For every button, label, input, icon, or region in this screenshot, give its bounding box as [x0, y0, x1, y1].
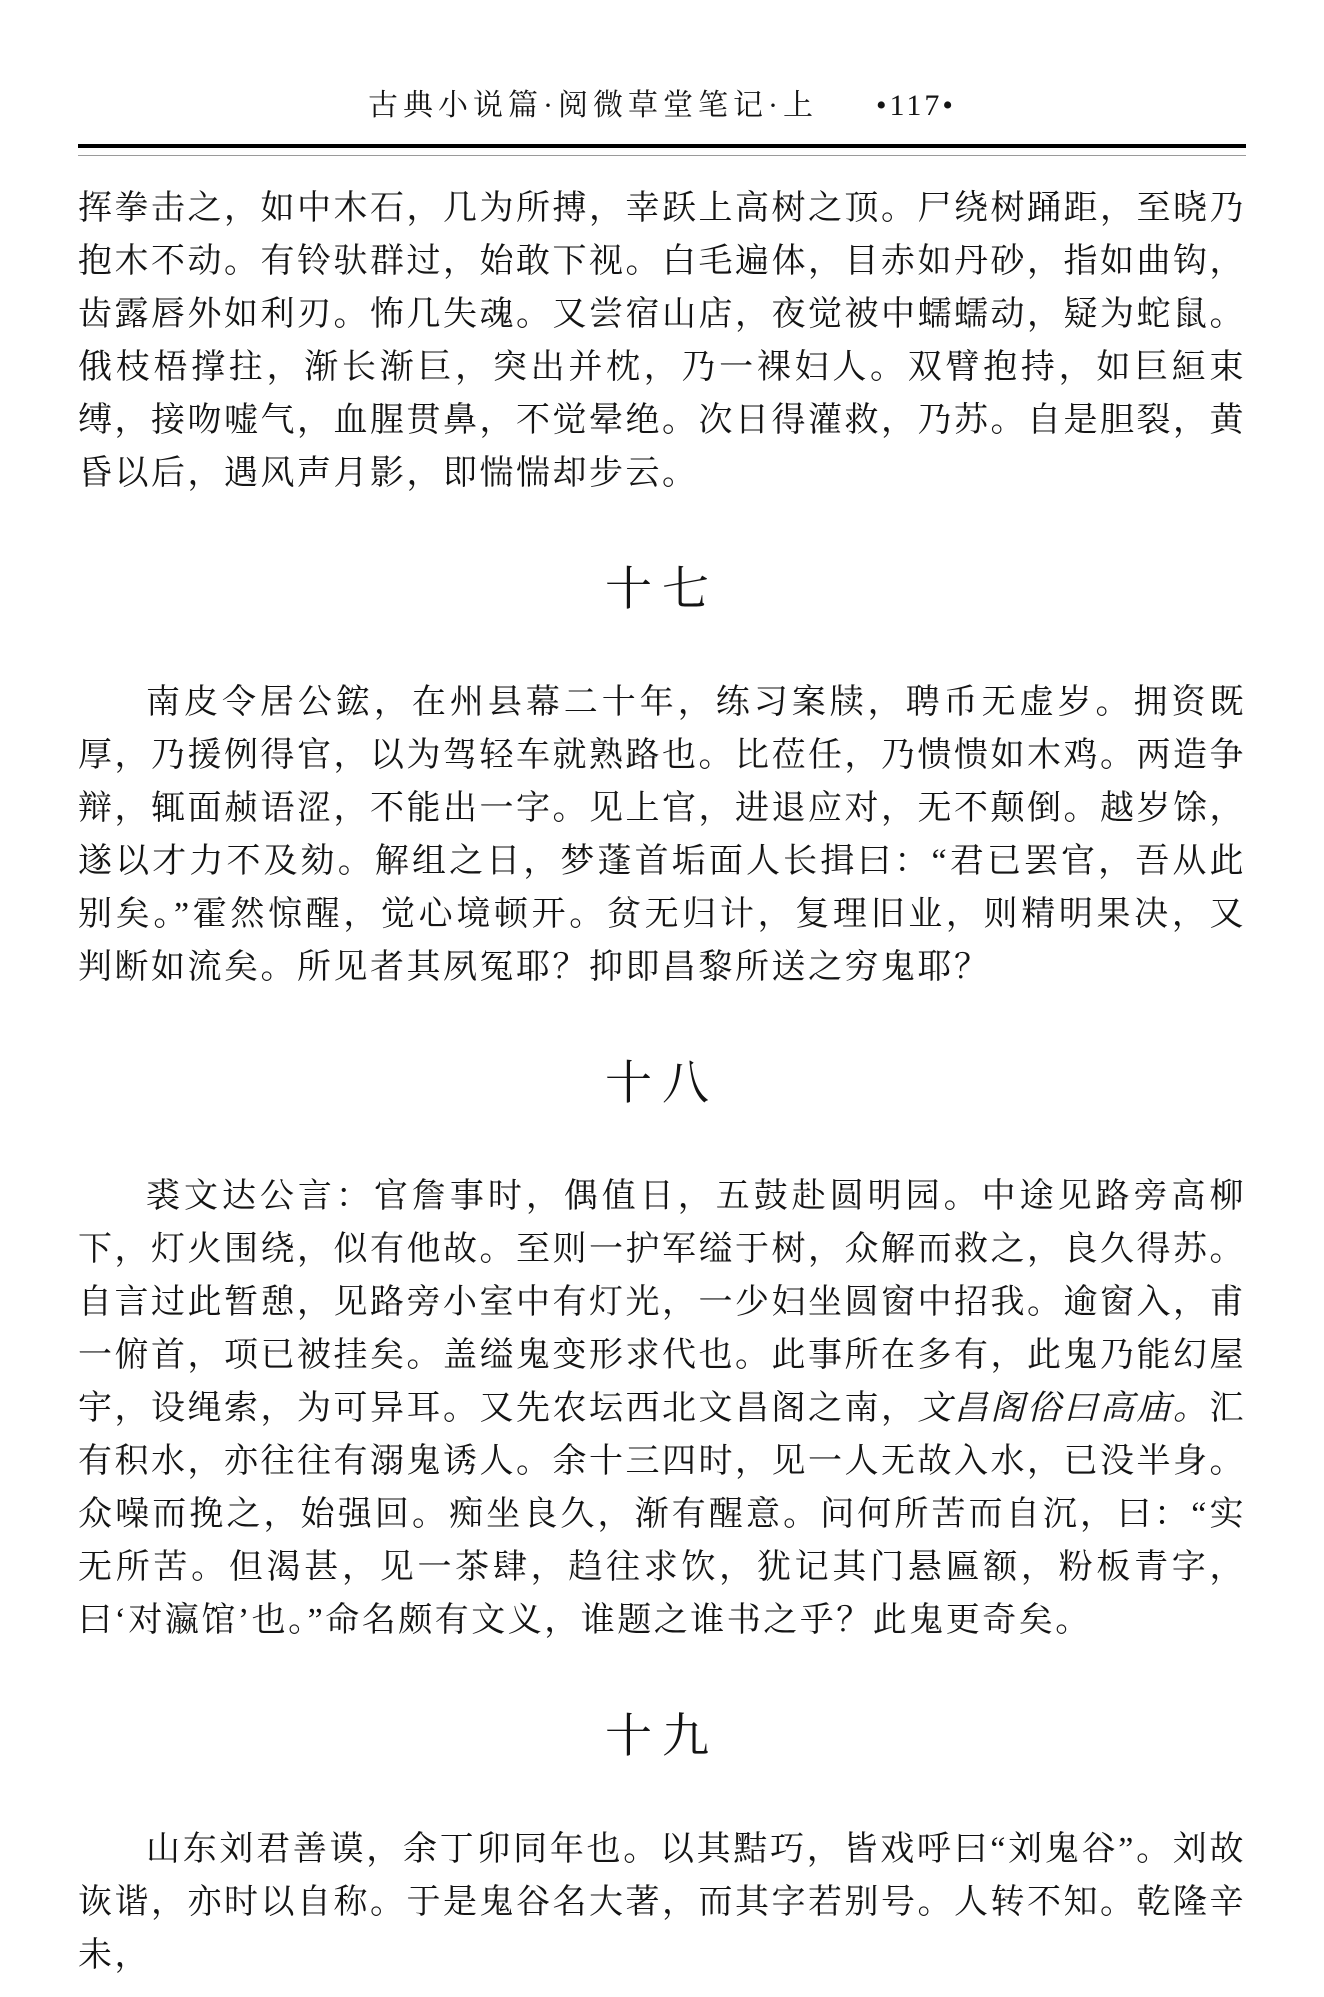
paragraph: [78, 676, 1246, 994]
section-heading: 十九: [605, 1711, 719, 1763]
text-segment: 挥拳击之，如中木石，几为所搏，幸跃上高树之顶。尸绕树踊距，至晓乃抱木不动。有铃驮群过，始敢下视。白毛遍体，目赤如丹砂，指如曲钩，齿露唇外如利刃。怖几失魂。又尝宿山店，夜觉被中蠕蠕动，疑为蛇鼠。俄枝梧撑拄，渐长渐巨，突出并枕，乃一裸妇人。双臂抱持，如巨絙束缚，接吻嘘气，血腥贯鼻，不觉晕绝。次日得灌救，乃苏。自是胆裂，黄昏以后，遇风声月影，即惴惴却步云。: [78, 190, 1246, 492]
header-rule: [78, 144, 1246, 156]
paragraph: [78, 1823, 1246, 1982]
section-heading: 十七: [605, 564, 719, 616]
paragraph: [78, 1170, 1246, 1647]
text-segment: 裘文达公言：官詹事时，偶值日，五鼓赴圆明园。中途见路旁高柳下，灯火围绕，似有他故。至则一护军缢于树，众解而救之，良久得苏。自言过此暂憩，见路旁小室中有灯光，一少妇坐圆窗中招我。逾窗入，甫一俯首，项已被挂矣。盖缢鬼变形求代也。此事所在多有，此鬼乃能幻屋宇，设绳索，为可异耳。又先农坛西北文昌阁之南，: [78, 1178, 1246, 1427]
text-segment: 南皮令居公鋐，在州县幕二十年，练习案牍，聘币无虚岁。拥资既厚，乃援例得官，以为驾轻车就熟路也。比莅任，乃愦愦如木鸡。两造争辩，辄面赪语涩，不能出一字。见上官，进退应对，无不颠倒。越岁馀，遂以才力不及劾。解组之日，梦蓬首垢面人长揖曰：“君已罢官，吾从此别矣。”霍然惊醒，觉心境顿开。贫无归计，复理旧业，则精明果决，又判断如流矣。所见者其夙冤耶？抑即昌黎所送之穷鬼耶？: [78, 684, 1246, 986]
inline-annotation: 文昌阁俗曰高庙。: [917, 1390, 1210, 1427]
section-heading: 十八: [605, 1058, 719, 1110]
running-header: [78, 88, 1246, 124]
text-segment: 汇有积水，亦往往有溺鬼诱人。余十三四时，见一人无故入水，已没半身。众噪而挽之，始强回。痴坐良久，渐有醒意。问何所苦而自沉，曰：“实无所苦。但渴甚，见一茶肆，趋往求饮，犹记其门悬匾额，粉板青字，曰‘对瀛馆’也。”命名颇有文义，谁题之谁书之乎？此鬼更奇矣。: [78, 1390, 1246, 1639]
page-number: •117•: [876, 89, 956, 122]
header-title: 古典小说篇·阅微草堂笔记·上: [368, 89, 819, 122]
paragraph: [78, 182, 1246, 500]
text-segment: 山东刘君善谟，余丁卯同年也。以其黠巧，皆戏呼曰“刘鬼谷”。刘故诙谐，亦时以自称。于是鬼谷名大著，而其字若别号。人转不知。乾隆辛未，: [78, 1831, 1246, 1974]
page-content: [78, 182, 1246, 1982]
